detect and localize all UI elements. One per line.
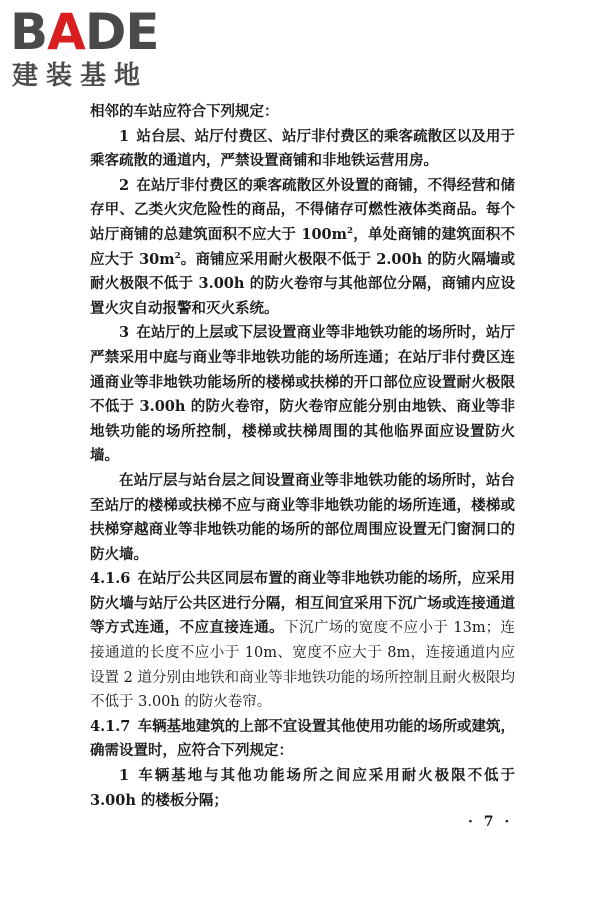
paragraph-4: 在站厅层与站台层之间设置商业等非地铁功能的场所时，站台至站厅的楼梯或扶梯不应与商业等非地铁功能的场所连通，楼梯或扶梯穿越商业等非地铁功能的场所的部位周围应设置无门窗洞口的防火墙。 xyxy=(90,471,515,563)
clause-4-1-7: 4.1.7 车辆基地建筑的上部不宜设置其他使用功能的场所或建筑，确需设置时，应符合下列规定： xyxy=(90,717,515,760)
item-3: 3 在站厅的上层或下层设置商业等非地铁功能的场所时，站厅严禁采用中庭与商业等非地铁功能的场所连通；在站厅非付费区连通商业等非地铁功能场所的楼梯或扶梯的开口部位应设置耐火极限不低于 3.00h 的防火卷帘，防火卷帘应能分别由地铁、商业等非地铁功能的场所控制，楼梯或扶梯周围的其他临界面应设置防火墙。 xyxy=(90,324,515,465)
document-body xyxy=(90,100,515,813)
bade-logo xyxy=(10,4,180,96)
logo-wordmark: BADE xyxy=(10,3,159,61)
item-1: 1 站台层、站厅付费区、站厅非付费区的乘客疏散区以及用于乘客疏散的通道内，严禁设置商铺和非地铁运营用房。 xyxy=(90,127,515,170)
clause-4-1-7-item-1: 1 车辆基地与其他功能场所之间应采用耐火极限不低于 3.00h 的楼板分隔； xyxy=(90,767,515,809)
item-2: 2 在站厅非付费区的乘客疏散区外设置的商铺，不得经营和储存甲、乙类火灾危险性的商品，不得储存可燃性液体类商品。每个站厅商铺的总建筑面积不应大于 $100m^2$，单处商铺的建筑面积不应大于 $30m^2$。商铺应采用耐火极限不低于 2.00h 的防火隔墙或耐火极限不低于 3.00h 的防火卷帘与其他部位分隔，商铺内应设置火灾自动报警和灭火系统。 xyxy=(90,176,515,317)
page-number: · 7 · xyxy=(468,814,513,830)
clause-4-1-6: 4.1.6 在站厅公共区同层布置的商业等非地铁功能的场所，应采用防火墙与站厅公共区进行分隔，相互间宜采用下沉广场或连接通道等方式连通，不应直接连通。下沉广场的宽度不应小于 13m；连接通道的长度不应小于 10m、宽度不应大于 8m，连接通道内应设置 2 道分别由地铁和商业等非地铁功能的场所控制且耐火极限均不低于 3.00h 的防火卷帘。 xyxy=(90,570,515,711)
intro-line: 相邻的车站应符合下列规定： xyxy=(90,103,279,120)
logo-subtitle: 建装基地 xyxy=(12,61,149,91)
